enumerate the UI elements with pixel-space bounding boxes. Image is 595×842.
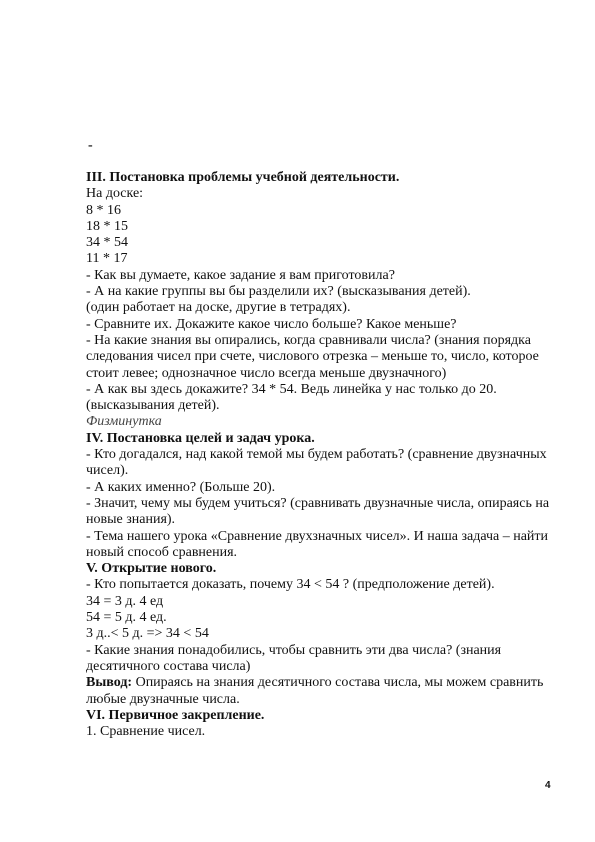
expression-line: 3 д..< 5 д. => 34 < 54 — [86, 626, 209, 642]
text-line: На доске: — [86, 186, 144, 202]
text-line: - Кто попытается доказать, почему 34 < 54 ? (предположение детей). — [86, 577, 495, 593]
text-line: (один работает на доске, другие в тетрадях). — [86, 300, 351, 316]
conclusion-line — [86, 675, 556, 691]
text-line: - На какие знания вы опирались, когда сравнивали числа? (знания порядка — [86, 332, 531, 348]
text-line: новый способ сравнения. — [86, 544, 238, 560]
text-line: - Значит, чему мы будем учиться? (сравнивать двузначные числа, опираясь на — [86, 495, 550, 511]
text-line: - Как вы думаете, какое задание я вам приготовила? — [86, 267, 395, 283]
lesson-text — [86, 170, 556, 740]
text-line: следования чисел при счете, числового отрезка – меньше то, число, которое — [86, 349, 539, 365]
text-line: чисел). — [86, 463, 129, 479]
text-line: - А на какие группы вы бы разделили их? (высказывания детей). — [86, 284, 471, 300]
text-line: (высказывания детей). — [86, 398, 220, 414]
physical-break-label: Физминутка — [86, 414, 162, 430]
text-line: - Сравните их. Докажите какое число больше? Какое меньше? — [86, 316, 457, 332]
text-line: - Тема нашего урока «Сравнение двухзначных чисел». И наша задача – найти — [86, 528, 549, 544]
text-line: новые знания). — [86, 512, 176, 528]
section-heading-iv: IV. Постановка целей и задач урока. — [86, 430, 315, 446]
top-dash-mark: - — [88, 138, 93, 153]
text-line: - А как вы здесь докажите? 34 * 54. Ведь линейка у нас только до 20. — [86, 381, 497, 397]
expression-line: 11 * 17 — [86, 251, 128, 267]
text-line: десятичного состава числа) — [86, 658, 251, 674]
section-heading-iii: III. Постановка проблемы учебной деятельности. — [86, 170, 400, 185]
text-line: - А каких именно? (Больше 20). — [86, 479, 276, 495]
text-line: - Кто догадался, над какой темой мы будем работать? (сравнение двузначных — [86, 447, 547, 463]
text-line: 1. Сравнение чисел. — [86, 724, 206, 740]
expression-line: 18 * 15 — [86, 218, 128, 234]
expression-line: 34 * 54 — [86, 235, 128, 251]
conclusion-label: Вывод: — [86, 675, 133, 691]
text-line: - Какие знания понадобились, чтобы сравнить эти два числа? (знания — [86, 642, 502, 658]
expression-line: 54 = 5 д. 4 ед. — [86, 610, 167, 626]
text-line: любые двузначные числа. — [86, 691, 240, 707]
expression-line: 8 * 16 — [86, 202, 121, 218]
conclusion-text: Опираясь на знания десятичного состава числа, мы можем сравнить — [132, 675, 544, 691]
text-line: стоит левее; однозначное число всегда меньше двузначного) — [86, 365, 447, 381]
expression-line: 34 = 3 д. 4 ед — [86, 593, 164, 609]
page-number: 4 — [545, 780, 551, 791]
section-heading-v: V. Открытие нового. — [86, 561, 217, 577]
section-heading-vi: VI. Первичное закрепление. — [86, 707, 265, 723]
